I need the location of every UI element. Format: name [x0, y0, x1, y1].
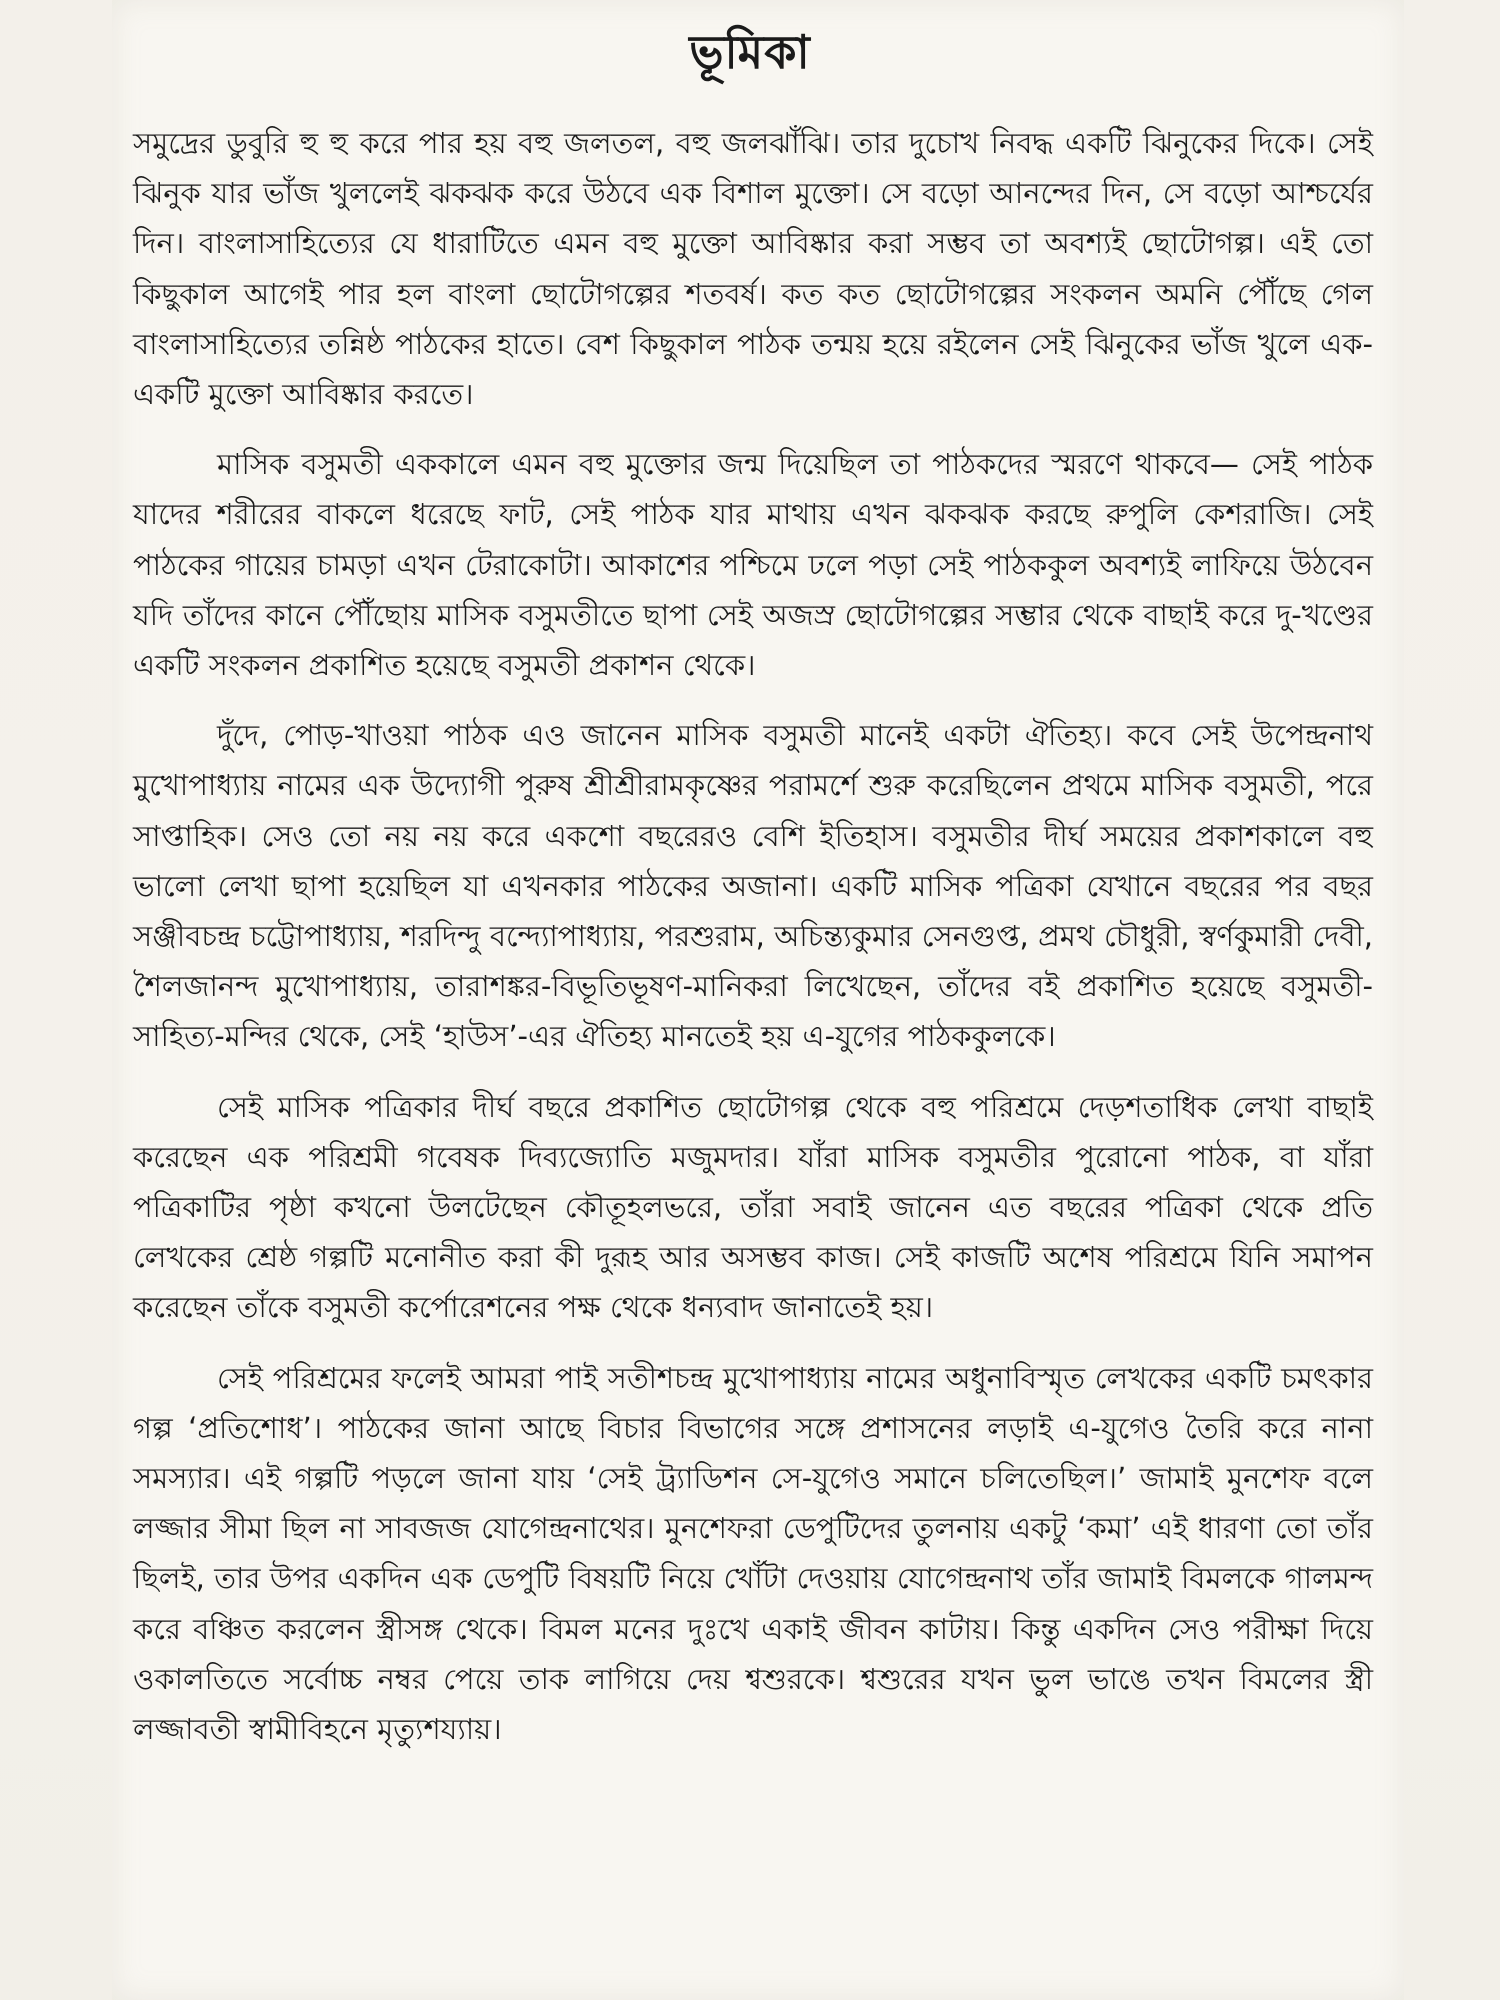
page-title: ভূমিকা [689, 25, 811, 79]
paragraph-1: সমুদ্রের ডুবুরি হু হু করে পার হয় বহু জলতল, বহু জলঝাঁঝি। তার দুচোখ নিবদ্ধ একটি ঝিনুকের দিকে। সেই ঝিনুক যার ভাঁজ খুললেই ঝকঝক করে উঠবে এক বিশাল মুক্তো। সে বড়ো আনন্দের দিন, সে বড়ো আশ্চর্যের দিন। বাংলাসাহিত্যের যে ধারাটিতে এমন বহু মুক্তো আবিষ্কার করা সম্ভব তা অবশ্যই ছোটোগল্প। এই তো কিছুকাল আগেই পার হল বাংলা ছোটোগল্পের শতবর্ষ। কত কত ছোটোগল্পের সংকলন অমনি পৌঁছে গেল বাংলাসাহিত্যের তন্নিষ্ঠ পাঠকের হাতে। বেশ কিছুকাল পাঠক তন্ময় হয়ে রইলেন সেই ঝিনুকের ভাঁজ খুলে এক-একটি মুক্তো আবিষ্কার করতে। [133, 126, 1373, 412]
document-body [133, 118, 1373, 1774]
paragraph-4: সেই মাসিক পত্রিকার দীর্ঘ বছরে প্রকাশিত ছোটোগল্প থেকে বহু পরিশ্রমে দেড়শতাধিক লেখা বাছাই করেছেন এক পরিশ্রমী গবেষক দিব্যজ্যোতি মজুমদার। যাঁরা মাসিক বসুমতীর পুরোনো পাঠক, বা যাঁরা পত্রিকাটির পৃষ্ঠা কখনো উলটেছেন কৌতূহলভরে, তাঁরা সবাই জানেন এত বছরের পত্রিকা থেকে প্রতি লেখকের শ্রেষ্ঠ গল্পটি মনোনীত করা কী দুরূহ আর অসম্ভব কাজ। সেই কাজটি অশেষ পরিশ্রমে যিনি সমাপন করেছেন তাঁকে বসুমতী কর্পোরেশনের পক্ষ থেকে ধন্যবাদ জানাতেই হয়। [133, 1089, 1373, 1325]
paragraph-3: দুঁদে, পোড়-খাওয়া পাঠক এও জানেন মাসিক বসুমতী মানেই একটা ঐতিহ্য। কবে সেই উপেন্দ্রনাথ মুখোপাধ্যায় নামের এক উদ্যোগী পুরুষ শ্রীশ্রীরামকৃষ্ণের পরামর্শে শুরু করেছিলেন প্রথমে মাসিক বসুমতী, পরে সাপ্তাহিক। সেও তো নয় নয় করে একশো বছরেরও বেশি ইতিহাস। বসুমতীর দীর্ঘ সময়ের প্রকাশকালে বহু ভালো লেখা ছাপা হয়েছিল যা এখনকার পাঠকের অজানা। একটি মাসিক পত্রিকা যেখানে বছরের পর বছর সঞ্জীবচন্দ্র চট্টোপাধ্যায়, শরদিন্দু বন্দ্যোপাধ্যায়, পরশুরাম, অচিন্ত্যকুমার সেনগুপ্ত, প্রমথ চৌধুরী, স্বর্ণকুমারী দেবী, শৈলজানন্দ মুখোপাধ্যায়, তারাশঙ্কর-বিভূতিভূষণ-মানিকরা লিখেছেন, তাঁদের বই প্রকাশিত হয়েছে বসুমতী-সাহিত্য-মন্দির থেকে, সেই ‘হাউস’-এর ঐতিহ্য মানতেই হয় এ-যুগের পাঠককুলকে। [133, 718, 1373, 1054]
paragraph-2: মাসিক বসুমতী এককালে এমন বহু মুক্তোর জন্ম দিয়েছিল তা পাঠকদের স্মরণে থাকবে— সেই পাঠক যাদের শরীরের বাকলে ধরেছে ফাট, সেই পাঠক যার মাথায় এখন ঝকঝক করছে রুপুলি কেশরাজি। সেই পাঠকের গায়ের চামড়া এখন টেরাকোটা। আকাশের পশ্চিমে ঢলে পড়া সেই পাঠককুল অবশ্যই লাফিয়ে উঠবেন যদি তাঁদের কানে পৌঁছোয় মাসিক বসুমতীতে ছাপা সেই অজস্র ছোটোগল্পের সম্ভার থেকে বাছাই করে দু-খণ্ডের একটি সংকলন প্রকাশিত হয়েছে বসুমতী প্রকাশন থেকে। [133, 447, 1373, 683]
paragraph-5: সেই পরিশ্রমের ফলেই আমরা পাই সতীশচন্দ্র মুখোপাধ্যায় নামের অধুনাবিস্মৃত লেখকের একটি চমৎকার গল্প ‘প্রতিশোধ’। পাঠকের জানা আছে বিচার বিভাগের সঙ্গে প্রশাসনের লড়াই এ-যুগেও তৈরি করে নানা সমস্যার। এই গল্পটি পড়লে জানা যায় ‘সেই ট্র্যাডিশন সে-যুগেও সমানে চলিতেছিল।’ জামাই মুনশেফ বলে লজ্জার সীমা ছিল না সাবজজ যোগেন্দ্রনাথের। মুনশেফরা ডেপুটিদের তুলনায় একটু ‘কমা’ এই ধারণা তো তাঁর ছিলই, তার উপর একদিন এক ডেপুটি বিষয়টি নিয়ে খোঁটা দেওয়ায় যোগেন্দ্রনাথ তাঁর জামাই বিমলকে গালমন্দ করে বঞ্চিত করলেন স্ত্রীসঙ্গ থেকে। বিমল মনের দুঃখে একাই জীবন কাটায়। কিন্তু একদিন সেও পরীক্ষা দিয়ে ওকালতিতে সর্বোচ্চ নম্বর পেয়ে তাক লাগিয়ে দেয় শ্বশুরকে। শ্বশুরের যখন ভুল ভাঙে তখন বিমলের স্ত্রী লজ্জাবতী স্বামীবিহনে মৃত্যুশয্যায়। [133, 1360, 1373, 1747]
